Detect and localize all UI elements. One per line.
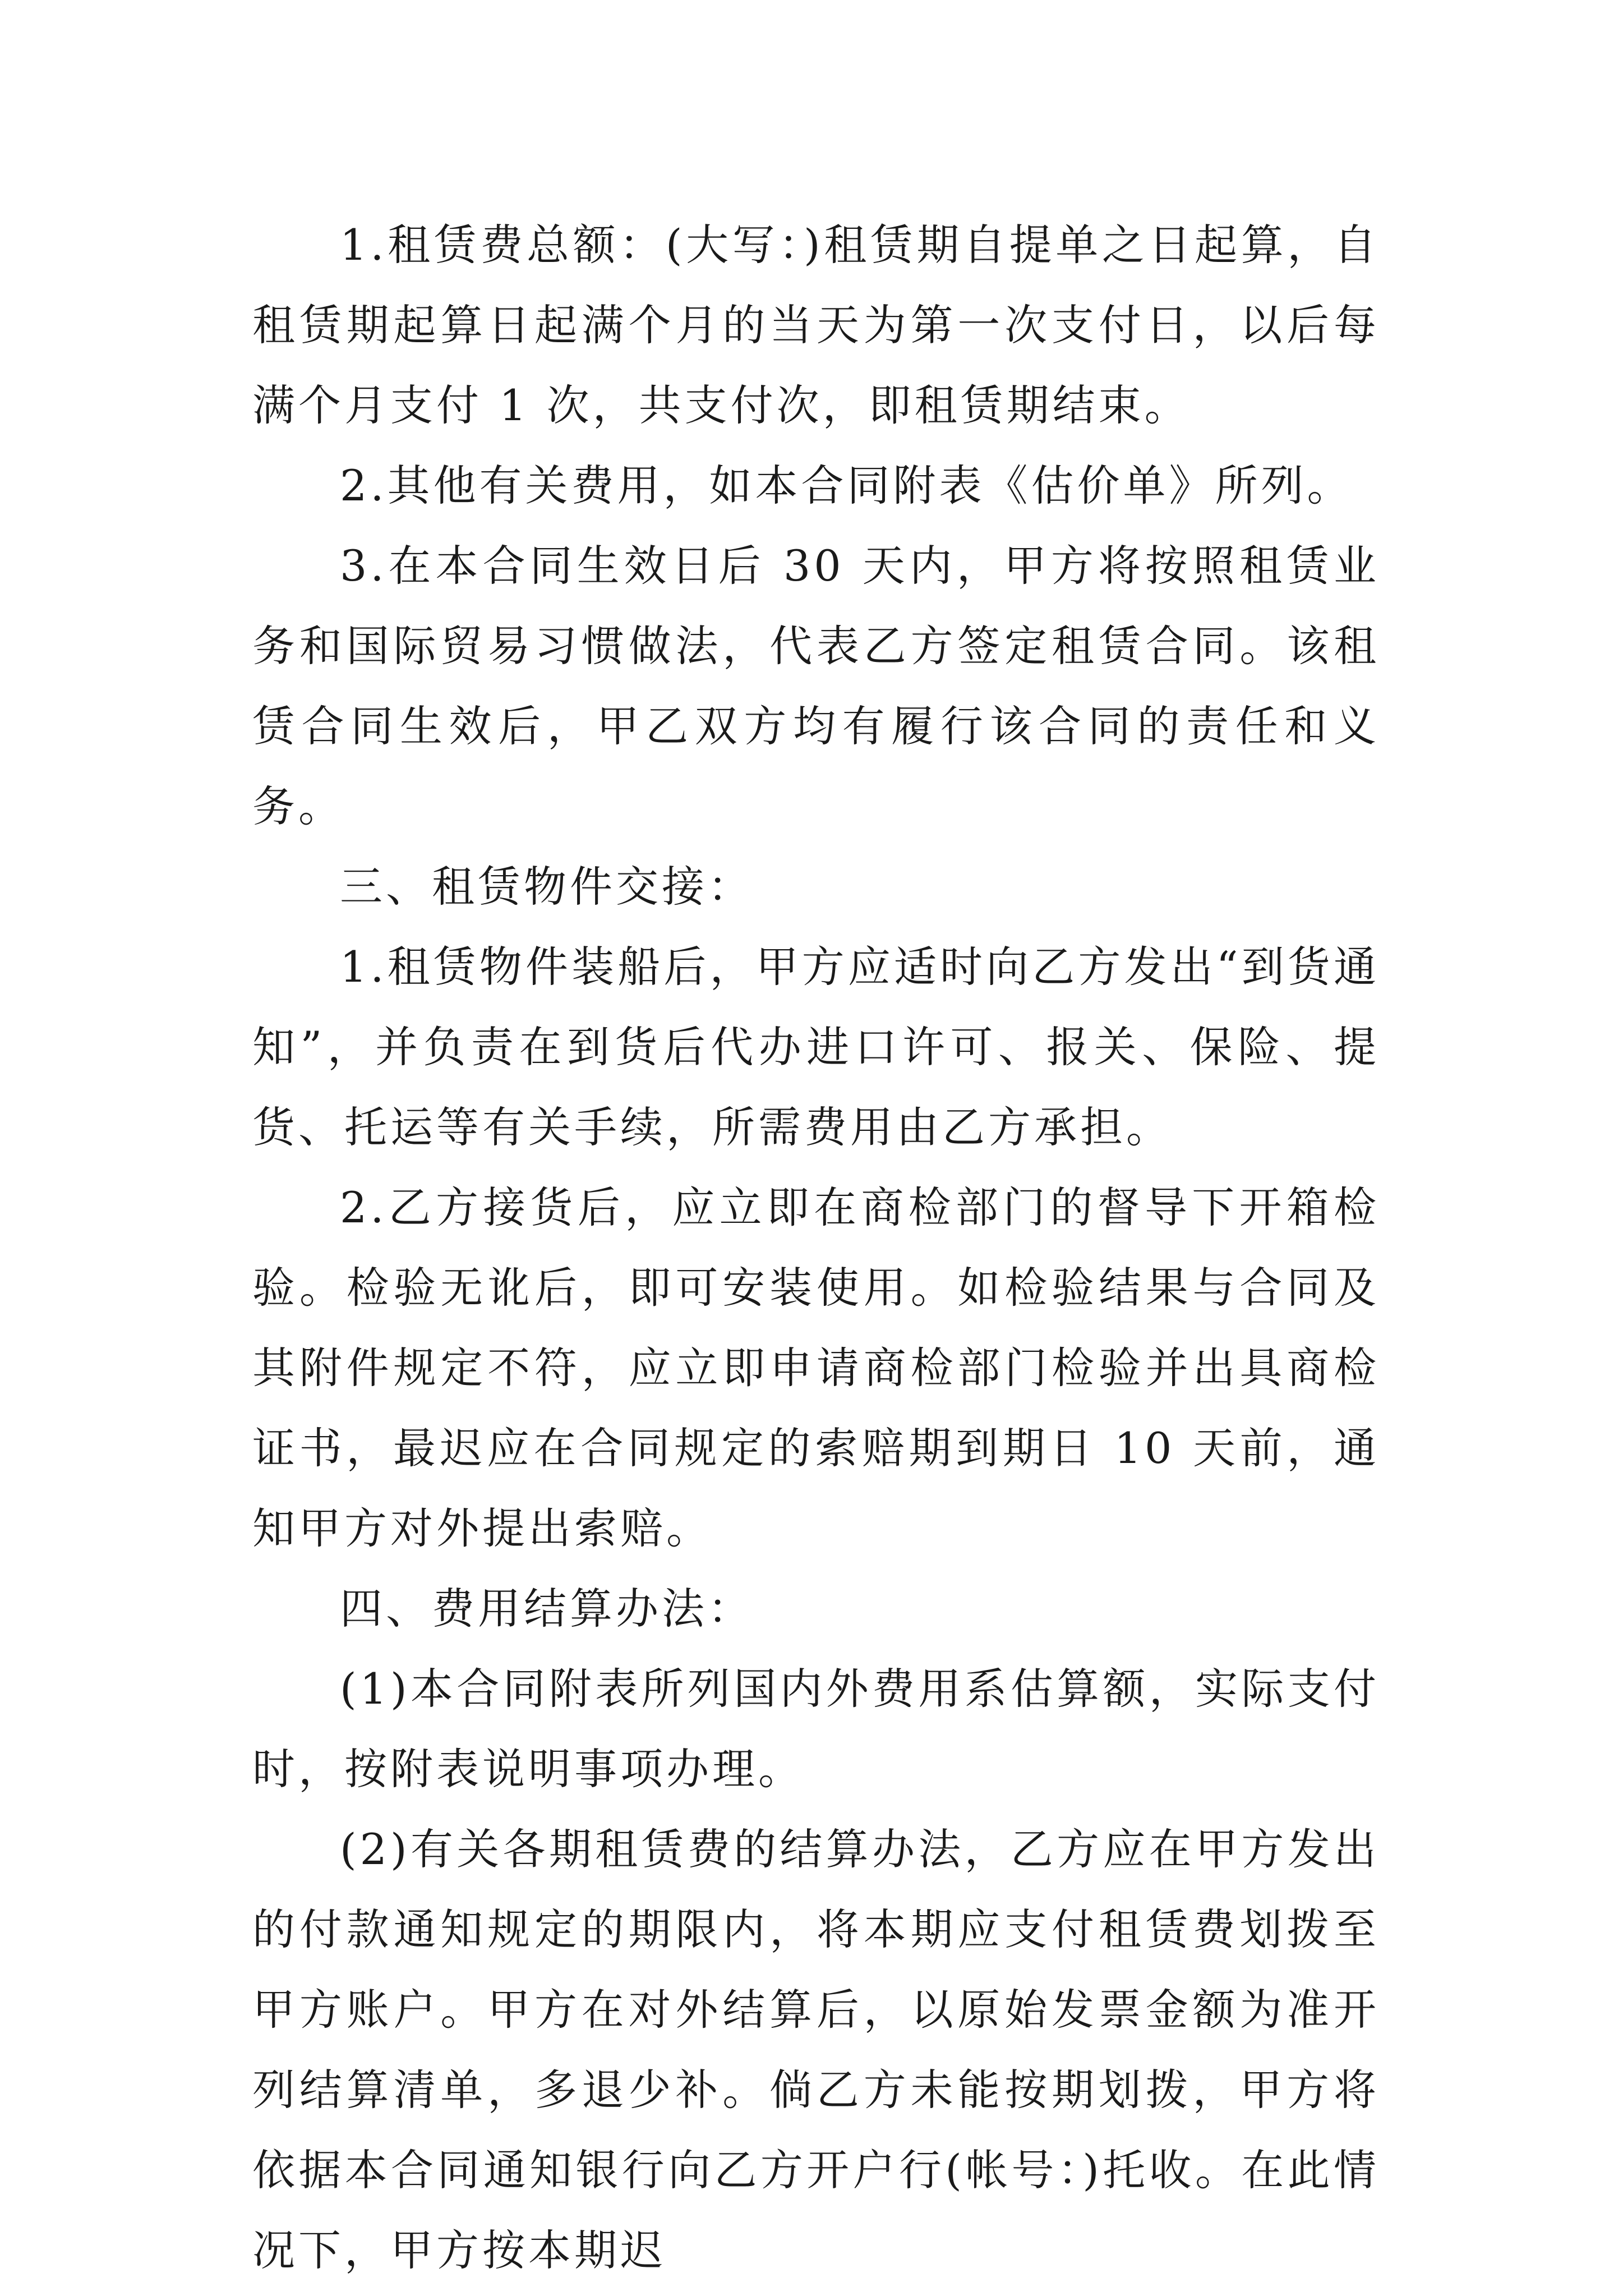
paragraph-settlement-method: (2)有关各期租赁费的结算办法，乙方应在甲方发出的付款通知规定的期限内，将本期应支付租赁费划拨至甲方账户。甲方在对外结算后，以原始发票金额为准开列结算清单，多退少补。倘乙方未能按期划拨，甲方将依据本合同通知银行向乙方开户行(帐号：)托收。在此情况下，甲方按本期迟 [252, 1824, 1380, 2275]
paragraph-estimated-fees: (1)本合同附表所列国内外费用系估算额，实际支付时，按附表说明事项办理。 [252, 1664, 1380, 1794]
section-heading-settlement: 四、费用结算办法： [340, 1584, 754, 1634]
section-heading-handover: 三、租赁物件交接： [340, 862, 754, 912]
paragraph-other-fees: 2.其他有关费用，如本合同附表《估价单》所列。 [340, 461, 1353, 510]
paragraph-inspection: 2.乙方接货后，应立即在商检部门的督导下开箱检验。检验无讹后，即可安装使用。如检验结果与合同及其附件规定不符，应立即申请商检部门检验并出具商检证书，最迟应在合同规定的索赔期到期日 10 天前，通知甲方对外提出索赔。 [252, 1182, 1380, 1553]
paragraph-rental-fee-total: 1.租赁费总额：(大写：)租赁期自提单之日起算，自租赁期起算日起满个月的当天为第一次支付日，以后每满个月支付 1 次，共支付次，即租赁期结束。 [252, 220, 1380, 430]
paragraph-sign-lease-contract: 3.在本合同生效日后 30 天内，甲方将按照租赁业务和国际贸易习惯做法，代表乙方签定租赁合同。该租赁合同生效后，甲乙双方均有履行该合同的责任和义务。 [252, 541, 1380, 831]
paragraph-arrival-notice: 1.租赁物件装船后，甲方应适时向乙方发出“到货通知”，并负责在到货后代办进口许可、报关、保险、提货、托运等有关手续，所需费用由乙方承担。 [252, 942, 1380, 1152]
document-body [252, 205, 1380, 2290]
